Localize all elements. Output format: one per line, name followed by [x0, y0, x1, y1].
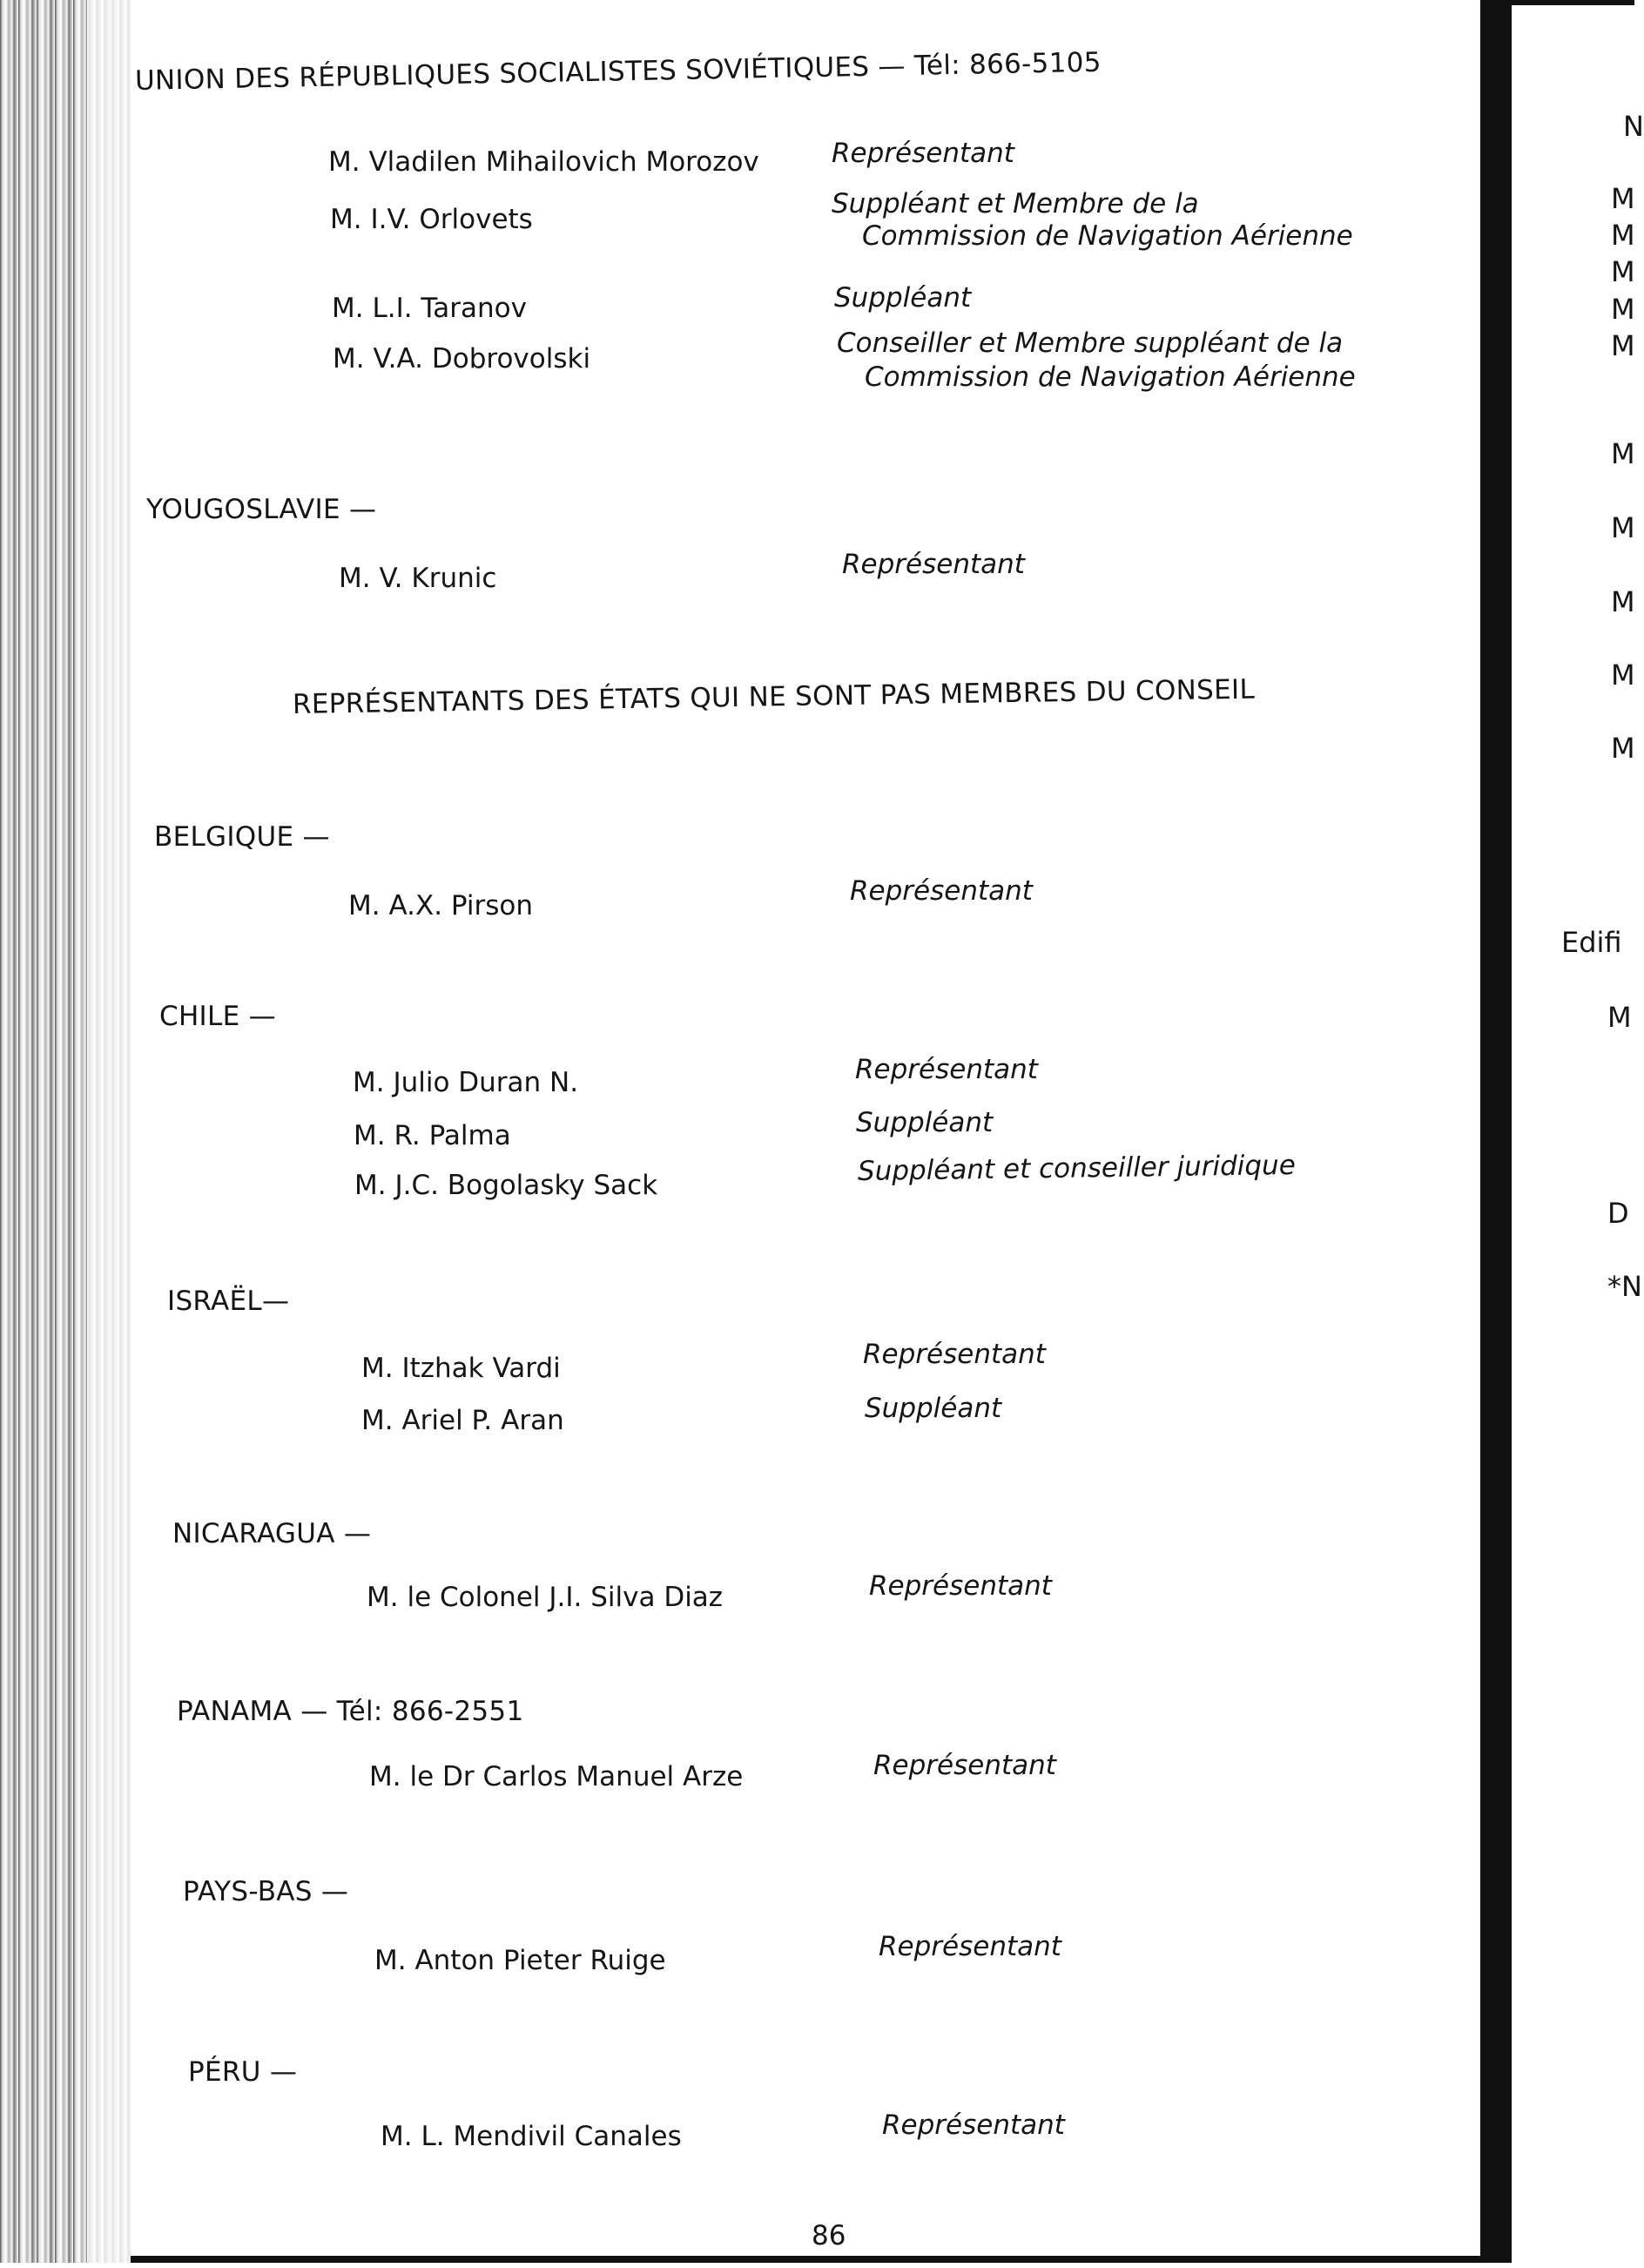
member-name: M. I.V. Orlovets	[330, 204, 533, 235]
member-role: Représentant	[855, 1054, 1038, 1085]
member-name: M. Julio Duran N.	[353, 1067, 579, 1098]
member-role-continuation: Commission de Navigation Aérienne	[865, 361, 1356, 393]
member-role: Représentant	[850, 875, 1033, 907]
facing-page-fragment: D	[1607, 1197, 1629, 1230]
member-name: M. L.I. Taranov	[332, 293, 527, 324]
country-heading-pays-bas: PAYS-BAS —	[183, 1876, 349, 1907]
facing-page-fragment: N	[1623, 110, 1644, 143]
facing-page-fragment: M	[1611, 732, 1635, 765]
facing-page-fragment: M	[1611, 293, 1635, 326]
member-role: Suppléant	[865, 1393, 1002, 1424]
member-role: Représentant	[863, 1339, 1046, 1370]
facing-page-fragment: M	[1611, 219, 1635, 252]
facing-page-edge	[1512, 0, 1644, 2268]
member-role: Représentant	[842, 549, 1025, 580]
member-name: M. R. Palma	[354, 1120, 511, 1151]
member-role: Représentant	[873, 1750, 1056, 1781]
facing-page-fragment: Edifi	[1561, 926, 1622, 959]
member-role: Représentant	[882, 2109, 1065, 2141]
facing-page-fragment: *N	[1607, 1270, 1642, 1303]
scan-binding-edge	[0, 0, 87, 2263]
page-gutter	[1480, 0, 1512, 2263]
country-heading-belgique: BELGIQUE —	[154, 821, 330, 853]
country-heading-panama: PANAMA — Tél: 866-2551	[177, 1696, 524, 1727]
facing-page-fragment: M	[1607, 1001, 1632, 1034]
member-role: Représentant	[869, 1570, 1052, 1602]
facing-page-fragment: M	[1611, 658, 1635, 692]
member-role: Représentant	[832, 138, 1014, 169]
member-name: M. Itzhak Vardi	[361, 1353, 561, 1384]
facing-page-fragment: M	[1611, 329, 1635, 362]
member-name: M. J.C. Bogolasky Sack	[354, 1170, 658, 1201]
member-role: Suppléant et conseiller juridique	[857, 1149, 1296, 1187]
member-name: M. Vladilen Mihailovich Morozov	[328, 146, 759, 178]
member-name: M. V. Krunic	[339, 563, 497, 594]
country-heading-urss: UNION DES RÉPUBLIQUES SOCIALISTES SOVIÉTIQUES — Tél: 866-5105	[134, 46, 1102, 97]
scan-binding-shadow	[87, 0, 131, 2263]
member-name: M. Anton Pieter Ruige	[374, 1945, 666, 1976]
member-name: M. le Dr Carlos Manuel Arze	[369, 1761, 744, 1792]
non-members-heading: REPRÉSENTANTS DES ÉTATS QUI NE SONT PAS MEMBRES DU CONSEIL	[292, 673, 1256, 720]
facing-page-fragment: M	[1611, 511, 1635, 544]
member-name: M. L. Mendivil Canales	[381, 2121, 682, 2152]
member-name: M. le Colonel J.I. Silva Diaz	[367, 1582, 724, 1613]
page-number: 86	[812, 2220, 846, 2251]
member-role: Conseiller et Membre suppléant de la	[837, 327, 1344, 359]
country-heading-yougoslavie: YOUGOSLAVIE —	[146, 494, 377, 525]
facing-page-fragment: M	[1611, 585, 1635, 618]
country-heading-nicaragua: NICARAGUA —	[172, 1518, 372, 1549]
country-heading-israel: ISRAËL—	[167, 1286, 290, 1317]
member-role: Suppléant	[856, 1107, 994, 1138]
page-bottom-edge	[131, 2256, 1480, 2263]
country-heading-peru: PÉRU —	[188, 2056, 298, 2088]
facing-page-fragment: M	[1611, 437, 1635, 470]
member-role: Suppléant et Membre de la	[832, 188, 1199, 219]
member-role: Représentant	[879, 1931, 1061, 1962]
member-role-continuation: Commission de Navigation Aérienne	[862, 220, 1353, 252]
facing-page-fragment: M	[1611, 182, 1635, 215]
member-role: Suppléant	[834, 282, 972, 314]
member-name: M. A.X. Pirson	[348, 890, 534, 921]
facing-page-fragment: M	[1611, 255, 1635, 288]
country-heading-chile: CHILE —	[159, 1001, 276, 1032]
member-name: M. Ariel P. Aran	[361, 1405, 564, 1436]
member-name: M. V.A. Dobrovolski	[333, 343, 591, 375]
